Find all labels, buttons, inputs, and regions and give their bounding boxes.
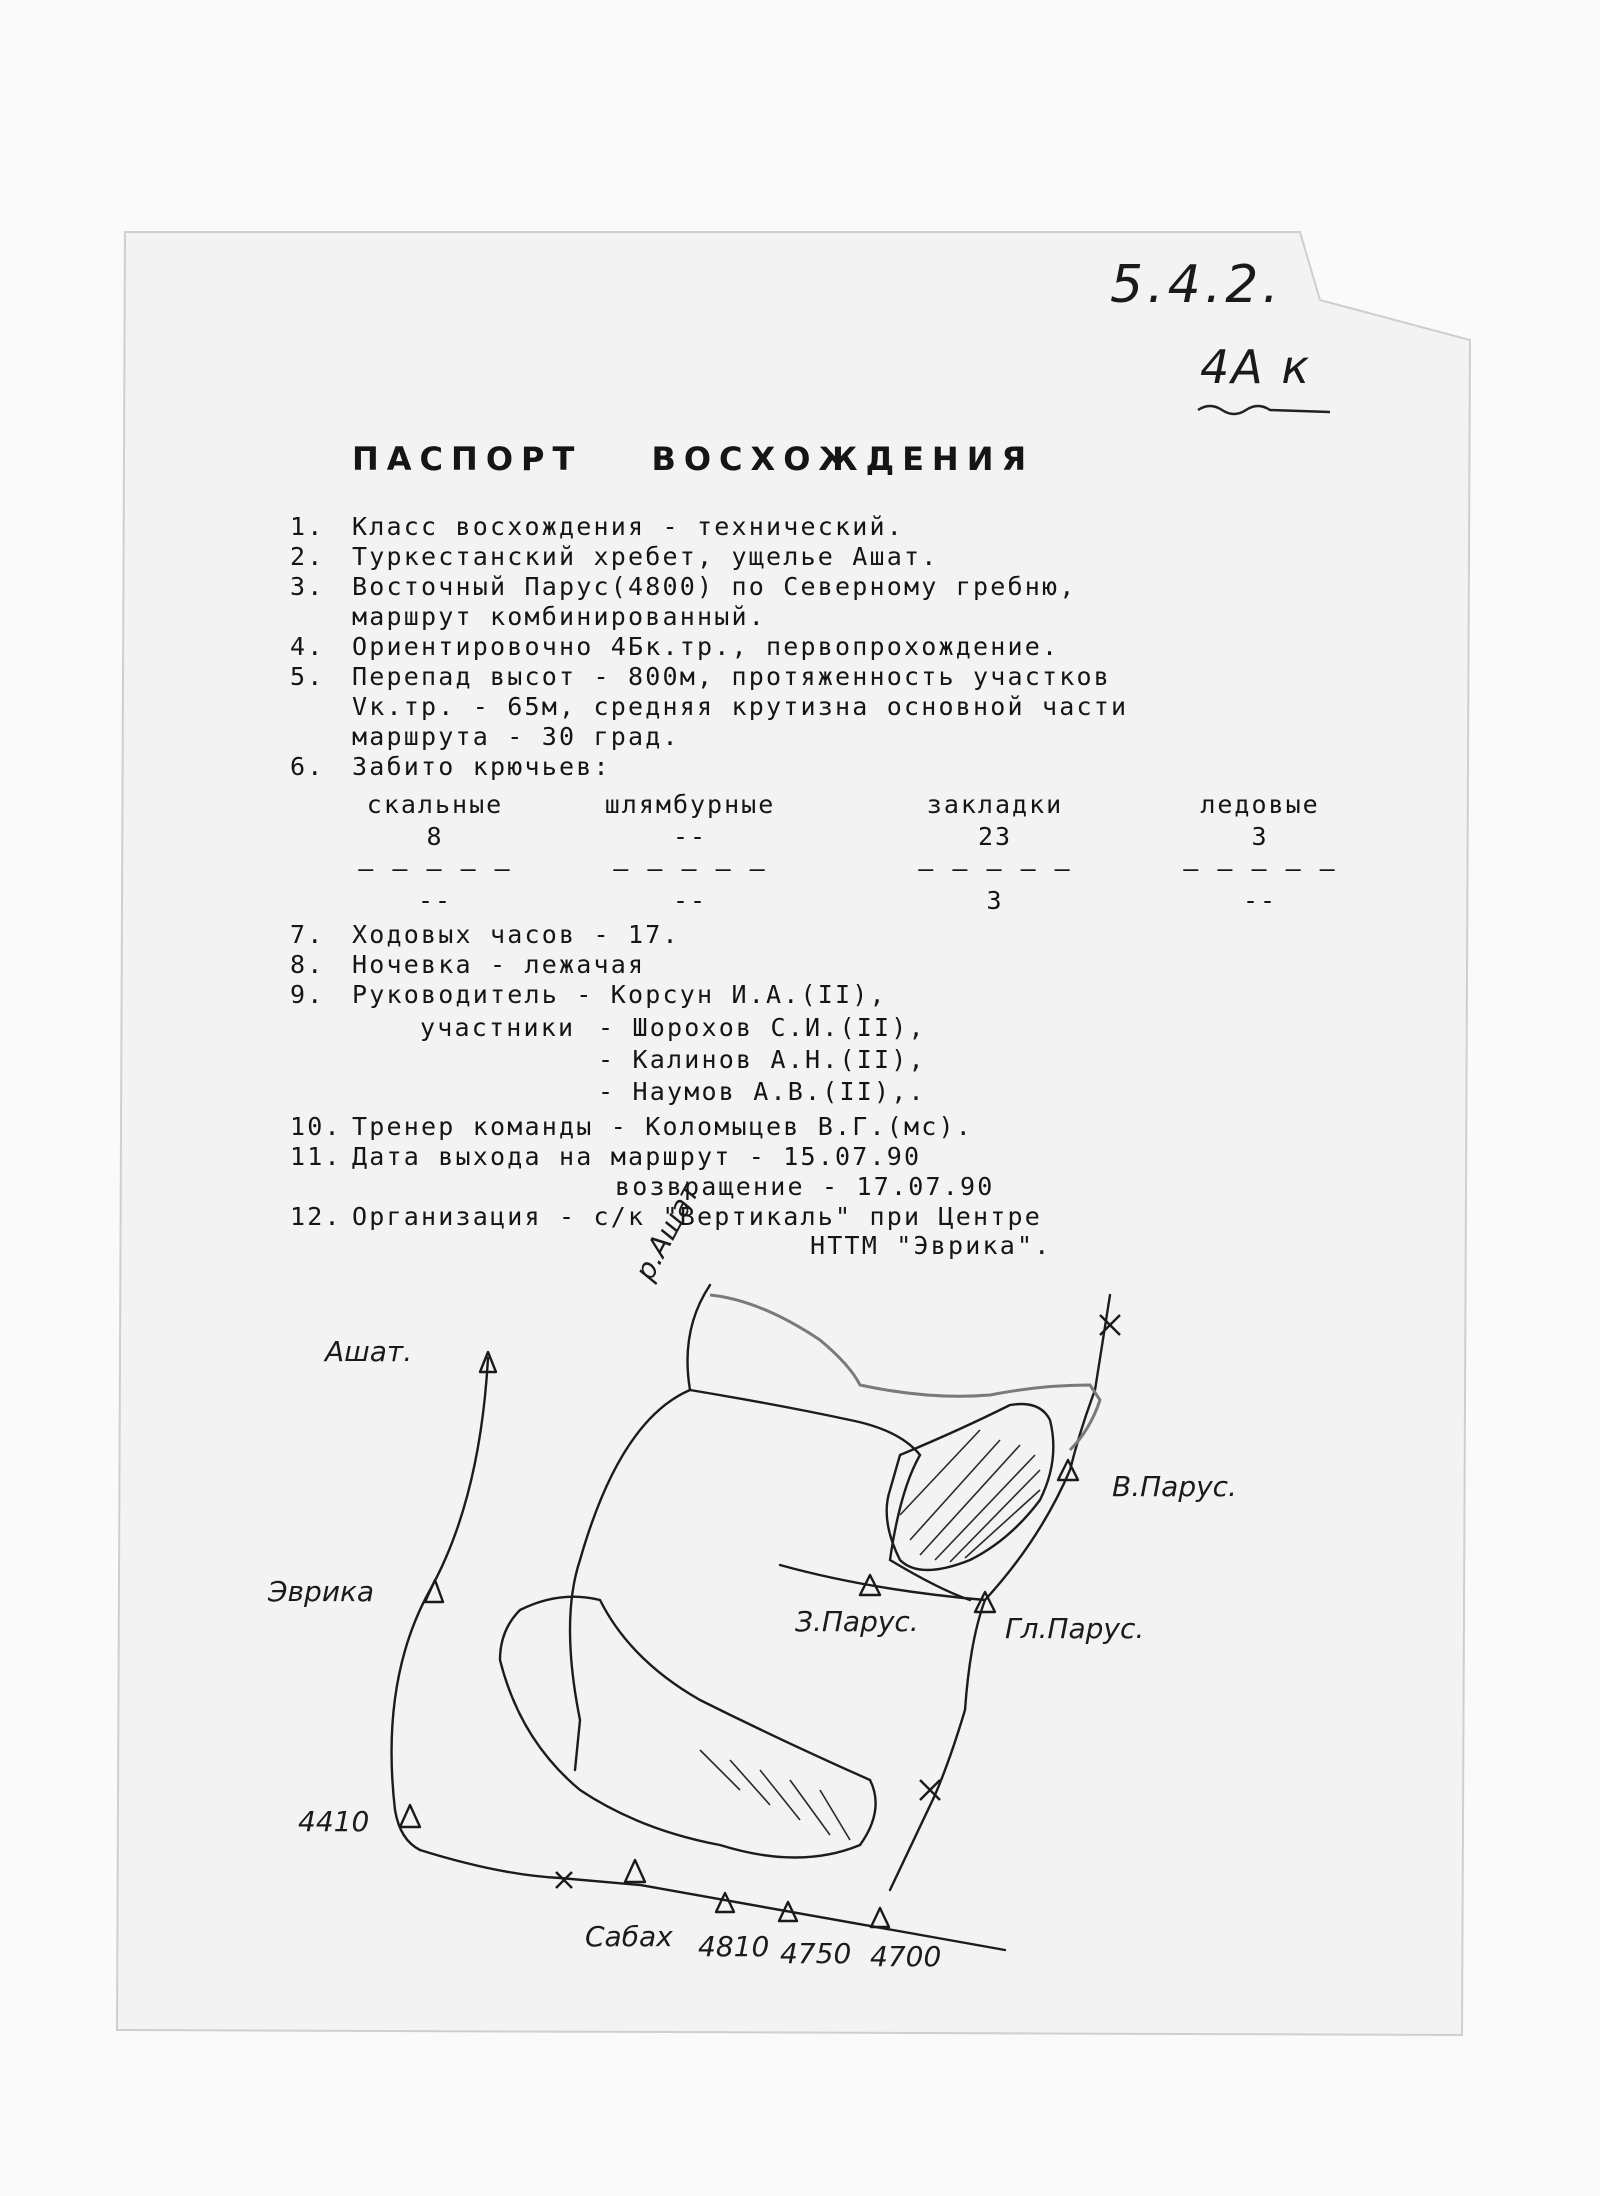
document-number: 5.4.2.	[1110, 255, 1283, 315]
item-text: Ориентировочно 4Бк.тр., первопрохождение.	[352, 632, 1060, 661]
piton-count-top: --	[672, 822, 708, 851]
participant: - Калинов А.Н.(II),	[598, 1045, 926, 1074]
item-number: 2.	[290, 542, 325, 571]
return-date: возвращение - 17.07.90	[615, 1172, 995, 1201]
label-v-parus: В.Парус.	[1112, 1470, 1237, 1503]
piton-separator: — — — — —	[358, 854, 512, 883]
item-number: 7.	[290, 920, 325, 949]
item-text: Vк.тр. - 65м, средняя крутизна основной части	[352, 692, 1129, 721]
label-peak-4700: 4700	[870, 1940, 942, 1973]
item-text: Перепад высот - 800м, протяженность участков	[352, 662, 1112, 691]
item-text: маршрута - 30 град.	[352, 722, 680, 751]
piton-column-header: скальные	[366, 790, 504, 819]
label-evrika: Эврика	[268, 1575, 375, 1608]
item-number: 4.	[290, 632, 325, 661]
label-z-parus: З.Парус.	[795, 1605, 919, 1638]
label-river-ashat: р.Ашат	[628, 1177, 707, 1286]
piton-count-bottom: --	[417, 886, 453, 915]
item-text: Ночевка - лежачая	[352, 950, 646, 979]
item-number: 9.	[290, 980, 325, 1009]
piton-count-bottom: --	[672, 886, 708, 915]
organization-line-2: НТТМ "Эврика".	[810, 1231, 1052, 1260]
label-peak-4750: 4750	[780, 1937, 852, 1970]
piton-count-top: 8	[426, 822, 444, 851]
item-number: 6.	[290, 752, 325, 781]
participants-label: участники	[420, 1013, 576, 1042]
piton-count-bottom: 3	[986, 886, 1004, 915]
participant: - Наумов А.В.(II),.	[598, 1077, 926, 1106]
piton-count-top: 3	[1251, 822, 1269, 851]
item-text: Восточный Парус(4800) по Северному гребню,	[352, 572, 1077, 601]
label-peak-4410: 4410	[298, 1805, 370, 1838]
item-text: Дата выхода на маршрут - 15.07.90	[352, 1142, 922, 1171]
item-number: 1.	[290, 512, 325, 541]
item-text: Класс восхождения - технический.	[352, 512, 905, 541]
piton-separator: — — — — —	[918, 854, 1072, 883]
item-text: Руководитель - Корсун И.А.(II),	[352, 980, 887, 1009]
item-text: Тренер команды - Коломыцев В.Г.(мс).	[352, 1112, 974, 1141]
item-text: Организация - с/к "Вертикаль" при Центре	[352, 1202, 1043, 1231]
label-peak-4810: 4810	[698, 1930, 770, 1963]
label-sabakh: Сабах	[585, 1920, 673, 1953]
item-number: 5.	[290, 662, 325, 691]
piton-column-header: закладки	[926, 790, 1064, 819]
item-text: Туркестанский хребет, ущелье Ашат.	[352, 542, 939, 571]
item-number: 8.	[290, 950, 325, 979]
item-number: 12.	[290, 1202, 342, 1231]
piton-column-header: ледовые	[1200, 790, 1320, 819]
page-title: ПАСПОРТ ВОСХОЖДЕНИЯ	[352, 440, 1035, 478]
label-gl-parus: Гл.Парус.	[1005, 1612, 1145, 1645]
participant: - Шорохов С.И.(II),	[598, 1013, 926, 1042]
item-number: 3.	[290, 572, 325, 601]
item-number: 11.	[290, 1142, 342, 1171]
piton-separator: — — — — —	[1183, 854, 1337, 883]
item-number: 10.	[290, 1112, 342, 1141]
piton-count-top: 23	[977, 822, 1013, 851]
label-ashat: Ашат.	[325, 1335, 413, 1368]
difficulty-category: 4А к	[1200, 340, 1312, 394]
piton-count-bottom: --	[1242, 886, 1278, 915]
piton-separator: — — — — —	[613, 854, 767, 883]
item-text: Ходовых часов - 17.	[352, 920, 680, 949]
piton-column-header: шлямбурные	[604, 790, 776, 819]
item-text: Забито крючьев:	[352, 752, 611, 781]
item-text: маршрут комбинированный.	[352, 602, 767, 631]
